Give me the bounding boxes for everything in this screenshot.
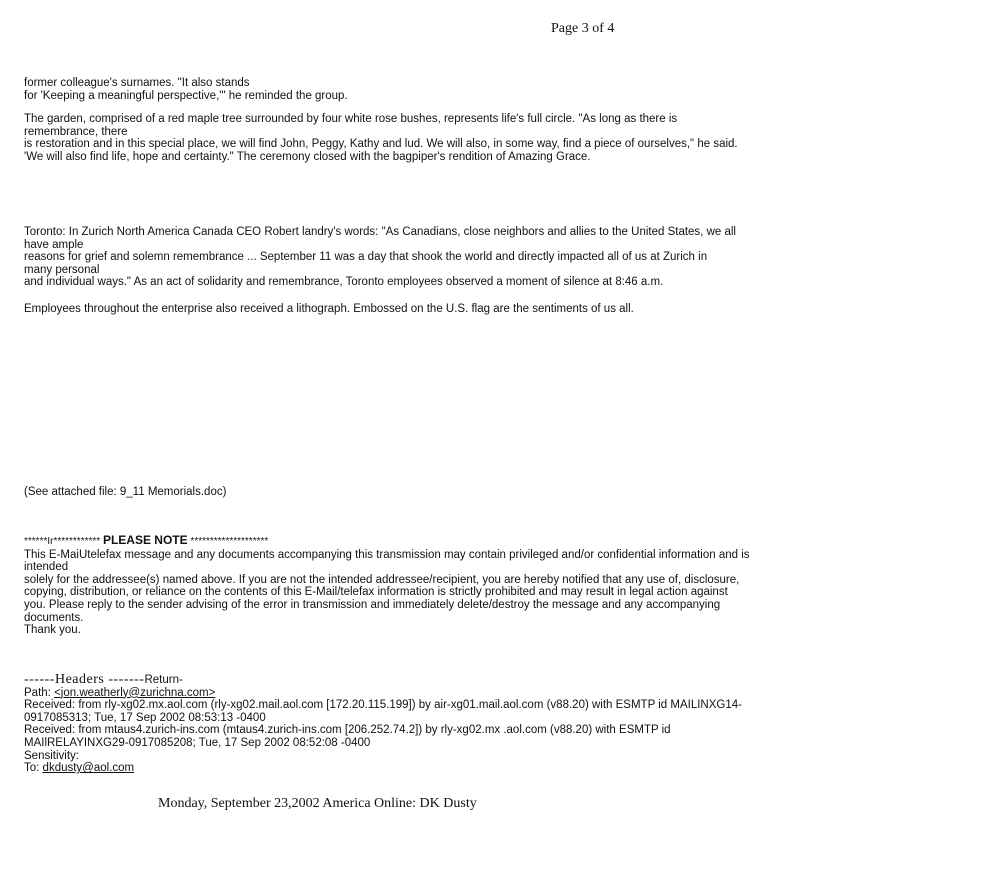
attachment-text: (See attached file: 9_11 Memorials.doc): [24, 486, 227, 498]
paragraph-continuation: [24, 77, 348, 102]
received-line: 0917085313; Tue, 17 Sep 2002 08:53:13 -0400: [24, 711, 266, 724]
notice-label: PLEASE NOTE: [102, 533, 188, 547]
text-line: reasons for grief and solemn remembrance ... September 11 was a day that shook the world and directly impacted all of us at Zurich in: [24, 251, 708, 264]
text-line: have ample: [24, 238, 84, 251]
return-label: Return-: [144, 674, 183, 686]
notice-stars-right: ********************: [190, 536, 269, 547]
notice-stars-left: ******Ir************: [24, 536, 101, 547]
to-line: [24, 762, 742, 775]
email-headers: [24, 674, 742, 775]
text-line: former colleague's surnames. "It also stands: [24, 77, 250, 89]
notice-header: [24, 534, 750, 549]
received-line: Received: from mtaus4.zurich-ins.com (mtaus4.zurich-ins.com [206.252.74.2]) by rly-xg02.mx .aol.com (v88.20) with ESMTP id: [24, 724, 671, 737]
text-line: Employees throughout the enterprise also received a lithograph. Embossed on the U.S. flag are the sentiments of us all.: [24, 303, 634, 315]
legal-notice: [24, 534, 750, 637]
text-line: remembrance, there: [24, 125, 128, 138]
path-label: Path:: [24, 686, 55, 699]
page-number: Page 3 of 4: [551, 21, 615, 36]
text-line: copying, distribution, or reliance on the contents of this E-Mail/telefax information is strictly prohibited and may result in legal action against: [24, 586, 728, 599]
text-line: and individual ways." As an act of solidarity and remembrance, Toronto employees observed a moment of silence at 8:46 a.m.: [24, 276, 664, 289]
text-line: 'We will also find life, hope and certainty." The ceremony closed with the bagpiper's rendition of Amazing Grace.: [24, 150, 591, 163]
text-line: solely for the addressee(s) named above. If you are not the intended addressee/recipient, you are hereby notified that any use of, disclosure,: [24, 573, 740, 586]
to-label: To:: [24, 762, 43, 775]
received-line: MAIlRELAYINXG29-0917085208; Tue, 17 Sep 2002 08:52:08 -0400: [24, 736, 371, 749]
path-line: [24, 687, 742, 700]
received-line: Received: from rly-xg02.mx.aol.com (rly-xg02.mail.aol.com [172.20.115.199]) by air-xg01.mail.aol.com (v88.20) with ESMTP id MAILINXG14-: [24, 699, 742, 712]
sensitivity-line: Sensitivity:: [24, 749, 79, 762]
paragraph-toronto: [24, 226, 736, 289]
text-line: Thank you.: [24, 624, 81, 637]
attachment-note: [24, 486, 226, 499]
text-line: you. Please reply to the sender advising of the error in transmission and immediately delete/destroy the message and any accompanying: [24, 598, 721, 611]
text-line: intended: [24, 561, 69, 574]
path-email-link[interactable]: <jon.weatherly@zurichna.com>: [54, 686, 216, 699]
headers-title-line: [24, 674, 742, 687]
text-line: This E-MaiUtelefax message and any documents accompanying this transmission may contain privileged and/or confidential information and is: [24, 548, 750, 561]
paragraph-lithograph: [24, 303, 634, 316]
to-email-link[interactable]: dkdusty@aol.com: [42, 762, 135, 775]
text-line: is restoration and in this special place, we will find John, Peggy, Kathy and lud. We will also, in some way, find a piece of ourselves," he said.: [24, 138, 738, 151]
text-line: The garden, comprised of a red maple tree surrounded by four white rose bushes, represents life's full circle. "As long as there is: [24, 113, 678, 125]
text-line: Toronto: In Zurich North America Canada CEO Robert landry's words: "As Canadians, close neighbors and allies to the United States, we all: [24, 226, 736, 238]
paragraph-garden: [24, 113, 738, 163]
text-line: documents.: [24, 611, 84, 624]
headers-title: ------Headers -------: [24, 672, 145, 687]
text-line: many personal: [24, 263, 100, 276]
page-footer: Monday, September 23,2002 America Online: DK Dusty: [158, 796, 477, 811]
text-line: for 'Keeping a meaningful perspective,'" he reminded the group.: [24, 89, 348, 102]
